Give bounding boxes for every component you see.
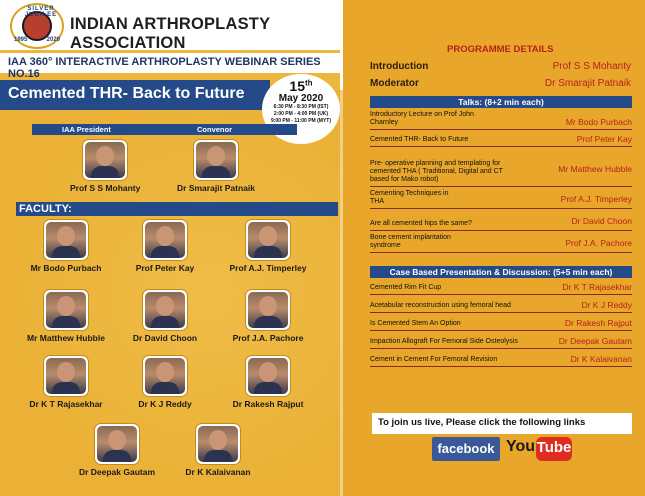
- person-name: Mr Bodo Purbach: [30, 263, 102, 273]
- talk-title: Introductory Lecture on Prof John Charnley: [370, 111, 474, 126]
- youtube-you: You: [506, 438, 536, 455]
- person-name: Prof J.A. Pachore: [232, 333, 304, 343]
- faculty-member: [125, 220, 205, 273]
- faculty-member: [226, 290, 310, 343]
- avatar: [44, 220, 88, 260]
- faculty-member: [26, 220, 106, 273]
- convenor-label: Convenor: [197, 125, 233, 134]
- roles-bar: [32, 124, 297, 135]
- avatar: [143, 220, 187, 260]
- talk-speaker: Mr Bodo Purbach: [565, 117, 632, 127]
- moderator-value: Dr Smarajit Patnaik: [544, 78, 631, 89]
- talks-header: Talks: (8+2 min each): [370, 96, 632, 108]
- faculty-member: [72, 424, 162, 477]
- talk-row: [370, 209, 632, 231]
- faculty-member: [226, 356, 310, 409]
- avatar: [83, 140, 127, 180]
- leader-president: [70, 140, 140, 193]
- avatar: [143, 290, 187, 330]
- avatar: [246, 290, 290, 330]
- avatar: [44, 290, 88, 330]
- time-uk: 2:00 PM - 4:00 PM (UK): [273, 111, 329, 117]
- case-title: Is Cemented Stem An Option: [370, 320, 461, 327]
- talk-speaker: Mr Matthew Hubble: [558, 164, 632, 174]
- case-row: [370, 295, 632, 313]
- talk-row: [370, 130, 632, 147]
- youtube-link[interactable]: [506, 437, 572, 461]
- talk-speaker: Dr David Choon: [571, 216, 632, 226]
- cases-header: Case Based Presentation & Discussion: (5+5 min each): [370, 266, 632, 278]
- intro-label: Introduction: [370, 61, 429, 72]
- person-name: Prof A.J. Timperley: [229, 263, 307, 273]
- case-speaker: Dr K J Reddy: [581, 300, 632, 310]
- faculty-member: [125, 290, 205, 343]
- facebook-link[interactable]: facebook: [432, 437, 500, 461]
- avatar: [246, 356, 290, 396]
- case-title: Acetabular reconstruction using femoral head: [370, 302, 511, 309]
- join-text: To join us live, Please click the following links: [372, 413, 632, 434]
- case-speaker: Dr K T Rajasekhar: [562, 282, 632, 292]
- talk-title: Are all cemented hips the same?: [370, 220, 472, 227]
- date-day: 15th: [289, 78, 313, 94]
- talk-row: [370, 147, 632, 187]
- case-speaker: Dr Deepak Gautam: [558, 336, 632, 346]
- person-name: Dr K Kalaivanan: [185, 467, 251, 477]
- faculty-member: [226, 220, 310, 273]
- logo-year-start: 1995: [14, 37, 28, 43]
- talk-speaker: Prof Peter Kay: [576, 134, 632, 144]
- faculty-member: [26, 356, 106, 409]
- talk-title: Bone cement implantation syndrome: [370, 234, 451, 249]
- avatar: [44, 356, 88, 396]
- talk-row: [370, 187, 632, 209]
- case-row: [370, 331, 632, 349]
- moderator-label: Moderator: [370, 78, 419, 89]
- faculty-member: [176, 424, 260, 477]
- talk-title: Pre- operative planning and templating for cemented THA ( Traditional, Digital and CT based for Mako robot): [370, 160, 503, 183]
- avatar: [194, 140, 238, 180]
- case-speaker: Dr K Kalaivanan: [570, 354, 632, 364]
- logo-year-end: 2020: [46, 37, 60, 43]
- case-row: [370, 280, 632, 295]
- person-name: Dr Deepak Gautam: [78, 467, 156, 477]
- avatar: [143, 356, 187, 396]
- person-name: Dr David Choon: [132, 333, 198, 343]
- faculty-member: [22, 290, 110, 343]
- person-name: Prof Peter Kay: [135, 263, 195, 273]
- case-title: Impaction Allograft For Femoral Side Osteolysis: [370, 338, 518, 345]
- talk-row: [370, 231, 632, 253]
- talk-title: Cemented THR- Back to Future: [370, 136, 469, 143]
- talk-row: [370, 110, 632, 130]
- faculty-member: [125, 356, 205, 409]
- person-name: Mr Matthew Hubble: [27, 333, 105, 343]
- person-name: Dr K T Rajasekhar: [29, 399, 103, 409]
- topic-title: Cemented THR- Back to Future: [0, 80, 270, 110]
- faculty-label: FACULTY:: [16, 202, 338, 216]
- iaa-logo: [10, 3, 64, 49]
- youtube-tube: Tube: [536, 437, 572, 461]
- date-month: May 2020: [278, 93, 324, 104]
- leader-convenor: [176, 140, 256, 193]
- person-name: Dr Smarajit Patnaik: [177, 183, 255, 193]
- case-row: [370, 349, 632, 367]
- person-name: Dr Rakesh Rajput: [232, 399, 304, 409]
- case-title: Cemented Rim Fit Cup: [370, 284, 442, 291]
- time-ist: 6:30 PM - 8:30 PM (IST): [273, 104, 329, 110]
- programme-title: PROGRAMME DETAILS: [447, 44, 554, 55]
- programme-panel: [346, 0, 645, 496]
- time-myt: 9:00 PM - 11:00 PM (MYT): [270, 118, 331, 124]
- case-row: [370, 313, 632, 331]
- talk-title: Cementing Techniques in THA: [370, 190, 449, 205]
- series-title: IAA 360° INTERACTIVE ARTHROPLASTY WEBINAR SERIES NO.16: [0, 53, 343, 73]
- case-title: Cement in Cement For Femoral Revision: [370, 356, 498, 363]
- intro-value: Prof S S Mohanty: [552, 61, 631, 72]
- avatar: [246, 220, 290, 260]
- logo-top-text: SILVER JUBILEE: [24, 6, 58, 18]
- person-name: Prof S S Mohanty: [70, 183, 141, 193]
- talk-speaker: Prof J.A. Pachore: [565, 238, 632, 248]
- president-label: IAA President: [62, 125, 111, 134]
- date-times: [262, 104, 340, 125]
- case-speaker: Dr Rakesh Rajput: [564, 318, 632, 328]
- avatar: [196, 424, 240, 464]
- avatar: [95, 424, 139, 464]
- person-name: Dr K J Reddy: [138, 399, 192, 409]
- talk-speaker: Prof A.J. Timperley: [560, 194, 632, 204]
- org-title: INDIAN ARTHROPLASTY ASSOCIATION: [70, 15, 270, 52]
